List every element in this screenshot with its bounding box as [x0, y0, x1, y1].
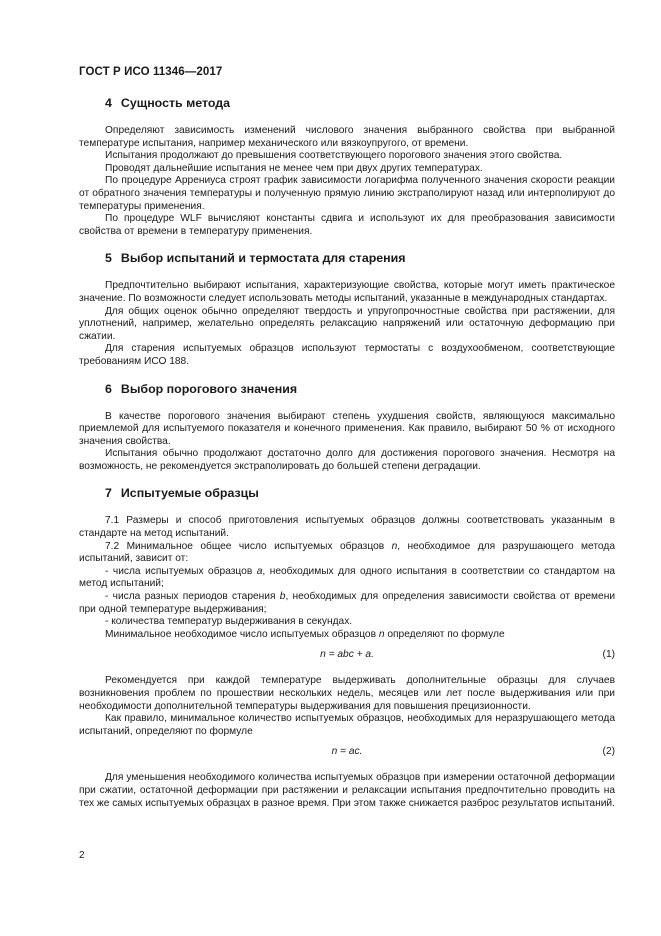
paragraph: Испытания продолжают до превышения соответствующего порогового значения этого свойства. [105, 150, 563, 162]
paragraph: Предпочтительно выбирают испытания, характеризующие свойства, которые могут иметь практическое значение. По возможности следует использовать методы испытаний, указанные в международных стандартах. [79, 280, 615, 304]
paragraph: По процедуре Аррениуса строят график зависимости логарифма полученного значения скорости реакции от обратного значения температуры и полученную прямую линию экстраполируют назад или интерполируют до температуры применения. [79, 175, 615, 212]
section-4 [79, 96, 615, 238]
section-6 [79, 382, 615, 474]
page-number: 2 [79, 850, 85, 861]
paragraph: 7.2 Минимальное общее число испытуемых образцов n, необходимое для разрушающего метода испытаний, зависит от: [79, 540, 615, 565]
formula-2 [79, 746, 615, 760]
section-5 [79, 251, 615, 368]
paragraph: 7.1 Размеры и способ приготовления испытуемых образцов должны соответствовать указанным в стандарте на метод испытаний. [79, 515, 615, 540]
document-header: ГОСТ Р ИСО 11346—2017 [79, 66, 223, 78]
formula-1 [79, 649, 615, 663]
page-content [79, 96, 615, 823]
formula-expression: n = abc + a. [320, 649, 374, 661]
section-heading: 7 Испытуемые образцы [105, 486, 259, 501]
formula-expression: n = ac. [331, 746, 363, 758]
paragraph: Минимальное необходимое число испытуемых образцов n определяют по формуле [105, 628, 505, 640]
paragraph: Как правило, минимальное количество испытуемых образцов, необходимых для неразрушающего метода испытаний, определяют по формуле [79, 713, 615, 737]
paragraph: Для общих оценок обычно определяют твердость и упругопрочностные свойства при растяжении, для уплотнений, например, желательно определять релаксацию напряжений или остаточную деформацию при сжатии. [79, 305, 615, 342]
paragraph: Определяют зависимость изменений числового значения выбранного свойства при выбранной температуре испытания, например механического или вязкоупругого, от времени. [79, 125, 615, 149]
paragraph: Проводят дальнейшие испытания не менее чем при двух других температурах. [105, 162, 483, 174]
list-item: - числа испытуемых образцов a, необходимых для одного испытания в соответствии со стандартом на метод испытаний; [79, 565, 615, 590]
formula-number: (1) [602, 649, 615, 661]
paragraph: Испытания обычно продолжают достаточно долго для достижения порогового значения. Несмотря на возможность, не рекомендуется экстраполировать до большей степени деградации. [79, 448, 615, 472]
paragraph: Рекомендуется при каждой температуре выдерживать дополнительные образцы для случаев возникновения проблем по прошествии нескольких недель, месяцев или лет после выдерживания или при необходимости дополнительной температуры выдерживания для повышения прецизионности. [79, 675, 615, 712]
paragraph: Для старения испытуемых образцов используют термостаты с воздухообменом, соответствующие требованиям ИСО 188. [79, 343, 615, 367]
list-item: - числа разных периодов старения b, необходимых для определения зависимости свойства от времени при одной температуре выдерживания; [79, 591, 616, 615]
section-heading: 6 Выбор порогового значения [105, 381, 298, 396]
paragraph: Для уменьшения необходимого количества испытуемых образцов при измерении остаточной деформации при сжатии, остаточной деформации при растяжении и релаксации испытания предпочтительно проводить на тех же самых испытуемых образцах в разное время. При этом также снижается разброс результатов испытаний. [79, 772, 615, 809]
list-item: - количества температур выдерживания в секундах. [105, 616, 353, 628]
formula-number: (2) [602, 746, 615, 758]
section-7 [79, 486, 615, 810]
section-heading: 4 Сущность метода [105, 96, 231, 110]
section-heading: 5 Выбор испытаний и термостата для старения [105, 251, 406, 266]
paragraph: В качестве порогового значения выбирают степень ухудшения свойств, являющуюся максимально приемлемой для испытуемого показателя и конечного применения. Как правило, выбирают 50 % от исходного значения свойства. [79, 410, 615, 447]
paragraph: По процедуре WLF вычисляют константы сдвига и используют их для преобразования зависимости свойства от времени в температуру применения. [79, 213, 615, 237]
